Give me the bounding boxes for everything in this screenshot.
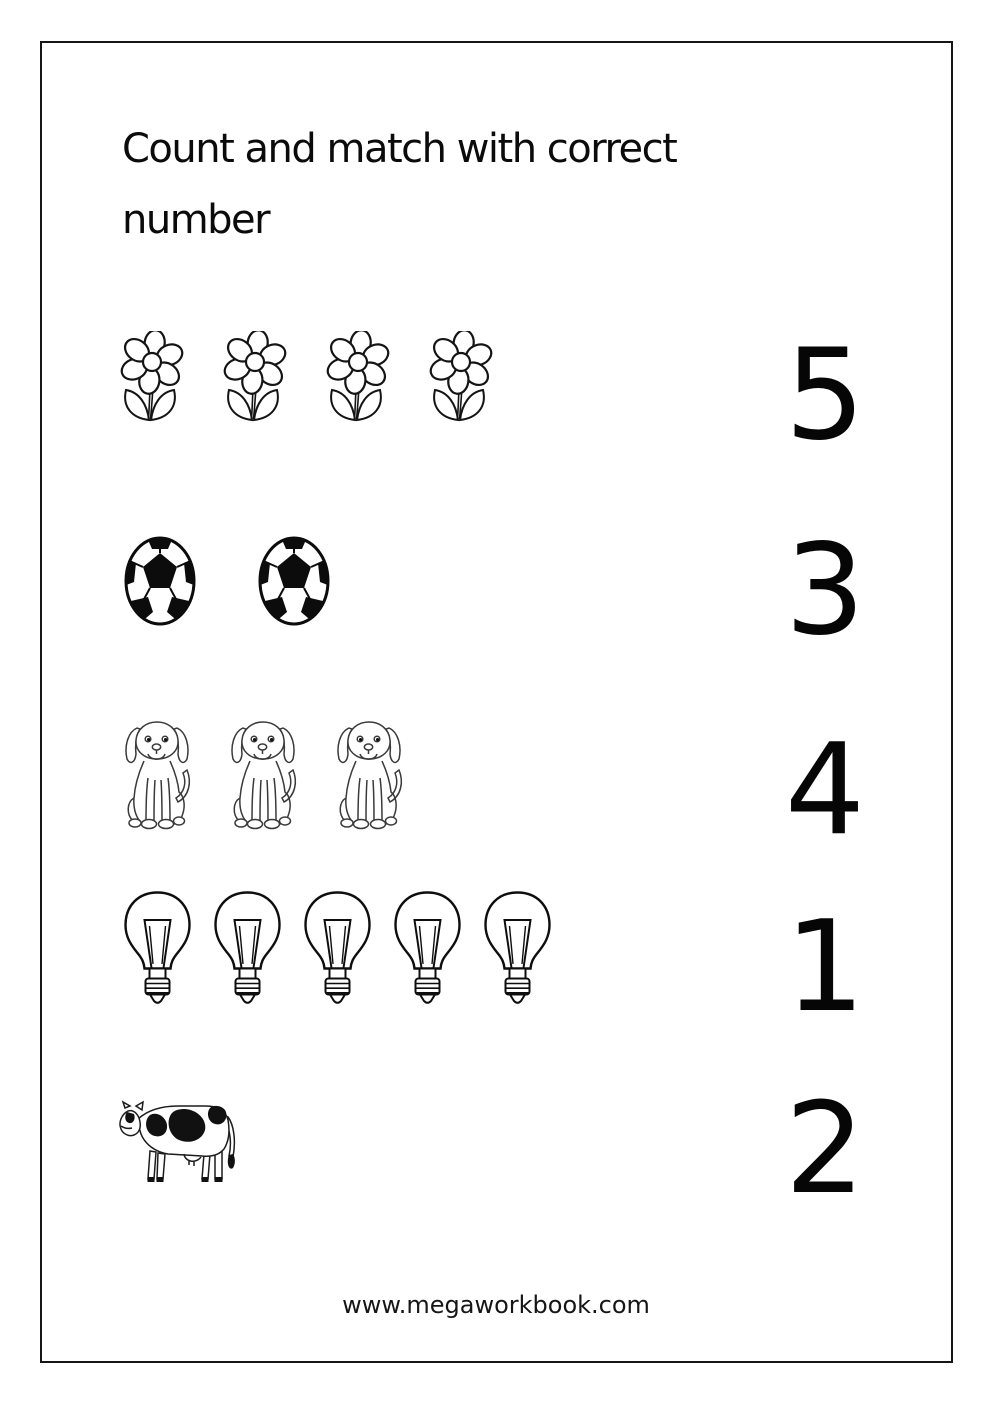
flower-icon[interactable] — [325, 331, 391, 427]
number-option-3[interactable]: 4 — [784, 716, 866, 863]
dog-icon[interactable] — [118, 714, 196, 830]
dog-icon[interactable] — [330, 714, 408, 830]
cow-icon[interactable] — [116, 1093, 244, 1186]
dog-icon[interactable] — [224, 714, 302, 830]
footer-url: www.megaworkbook.com — [342, 1291, 650, 1319]
item-group-light-bulbs[interactable] — [119, 890, 556, 1007]
item-group-soccer-balls[interactable] — [122, 534, 332, 628]
flower-icon[interactable] — [222, 331, 288, 427]
soccer-ball-icon[interactable] — [122, 534, 198, 628]
number-option-4[interactable]: 1 — [784, 893, 866, 1040]
light-bulb-icon[interactable] — [299, 890, 376, 1007]
number-option-1[interactable]: 5 — [784, 321, 866, 468]
light-bulb-icon[interactable] — [389, 890, 466, 1007]
title-line-2: number — [122, 197, 270, 243]
number-option-5[interactable]: 2 — [784, 1075, 866, 1222]
worksheet-title — [122, 114, 762, 256]
light-bulb-icon[interactable] — [479, 890, 556, 1007]
soccer-ball-icon[interactable] — [256, 534, 332, 628]
flower-icon[interactable] — [119, 331, 185, 427]
light-bulb-icon[interactable] — [119, 890, 196, 1007]
flower-icon[interactable] — [428, 331, 494, 427]
light-bulb-icon[interactable] — [209, 890, 286, 1007]
item-group-dogs[interactable] — [118, 714, 408, 830]
item-group-cow[interactable] — [116, 1093, 244, 1186]
title-line-1: Count and match with correct — [122, 126, 677, 172]
number-option-2[interactable]: 3 — [784, 516, 866, 663]
item-group-flowers[interactable] — [119, 331, 494, 427]
